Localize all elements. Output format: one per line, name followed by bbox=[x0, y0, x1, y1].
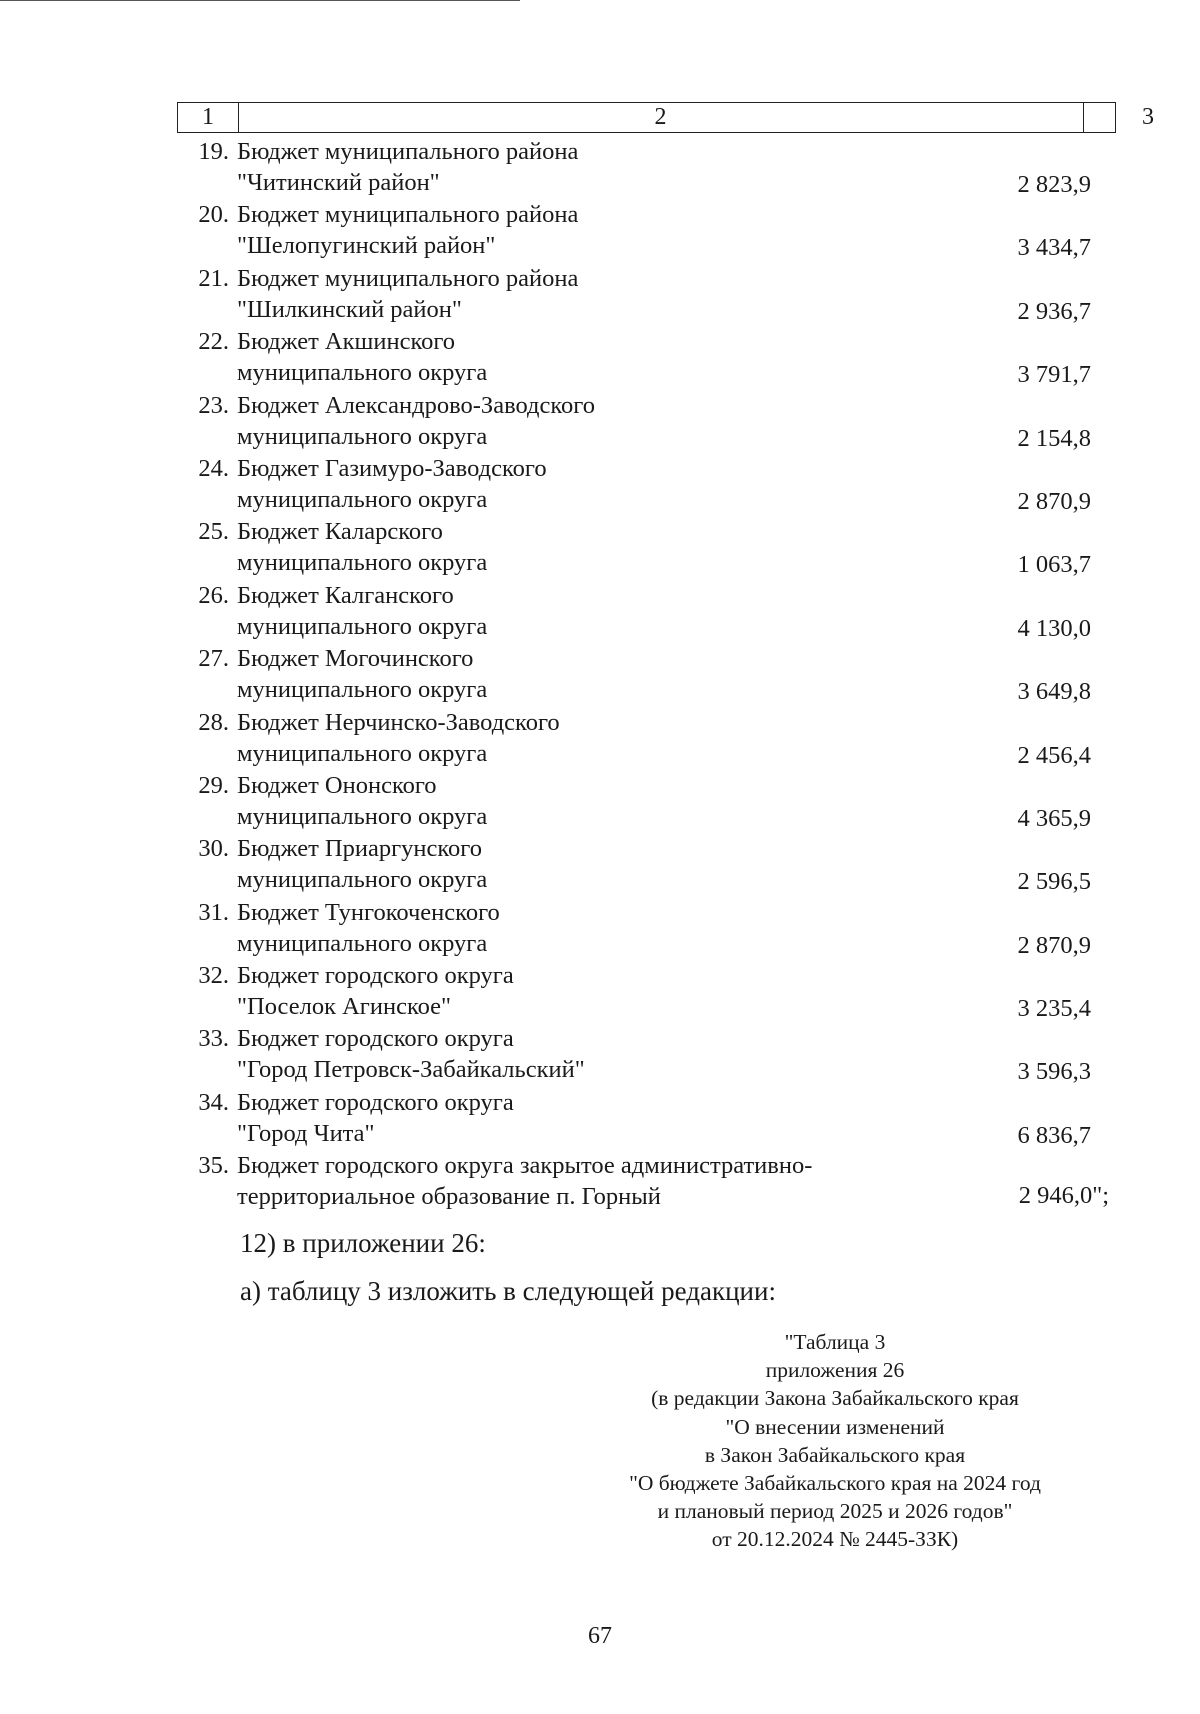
amount-value: 1 063,7 bbox=[1017, 551, 1091, 579]
caption-line: от 20.12.2024 № 2445-ЗЗК) bbox=[711, 1527, 959, 1552]
row-number: 27. bbox=[198, 645, 229, 673]
amount-value: 3 649,8 bbox=[1017, 678, 1091, 706]
table-row bbox=[177, 580, 1157, 643]
budget-name bbox=[237, 1023, 957, 1085]
budget-name-line: Бюджет Тунгокоченского bbox=[237, 898, 500, 926]
amount-value: 2 154,8 bbox=[1017, 424, 1091, 452]
budget-name-line: "Шилкинский район" bbox=[237, 295, 462, 323]
caption-line: и плановый период 2025 и 2026 годов" bbox=[657, 1499, 1013, 1524]
row-number: 19. bbox=[198, 138, 229, 165]
row-number: 32. bbox=[198, 962, 229, 990]
table-body bbox=[177, 136, 1157, 1214]
budget-name-line: Бюджет Газимуро-Заводского bbox=[237, 454, 547, 482]
amount-value: 2 823,9 bbox=[1017, 171, 1091, 198]
budget-name-line: муниципального округа bbox=[237, 485, 488, 513]
budget-name-line: муниципального округа bbox=[237, 739, 488, 767]
budget-name bbox=[237, 263, 957, 325]
budget-name-line: Бюджет муниципального района bbox=[237, 264, 579, 292]
row-number: 20. bbox=[198, 201, 229, 229]
amount-value: 2 870,9 bbox=[1017, 487, 1091, 515]
table-row bbox=[177, 390, 1157, 453]
table-row bbox=[177, 707, 1157, 770]
amount-value: 2 870,9 bbox=[1017, 931, 1091, 959]
amount-value: 4 365,9 bbox=[1017, 804, 1091, 832]
budget-name-line: муниципального округа bbox=[237, 929, 488, 957]
amendment-paragraph-12: 12) в приложении 26: bbox=[240, 1228, 486, 1258]
budget-name-line: муниципального округа bbox=[237, 866, 488, 894]
budget-name-line: муниципального округа bbox=[237, 549, 488, 577]
budget-name-line: Бюджет городского округа закрытое административно- bbox=[237, 1152, 813, 1180]
amount-value: 3 235,4 bbox=[1017, 995, 1091, 1023]
row-number: 35. bbox=[198, 1152, 229, 1180]
budget-name bbox=[237, 136, 957, 198]
budget-name-line: "Поселок Агинское" bbox=[237, 993, 452, 1021]
header-col-1: 1 bbox=[178, 103, 239, 132]
table-row bbox=[177, 897, 1157, 960]
table-row bbox=[177, 453, 1157, 516]
budget-name bbox=[237, 516, 957, 578]
row-number: 24. bbox=[198, 454, 229, 482]
row-number: 22. bbox=[198, 328, 229, 356]
budget-name-line: муниципального округа bbox=[237, 612, 488, 640]
budget-name bbox=[237, 199, 957, 261]
budget-name-line: Бюджет Александрово-Заводского bbox=[237, 391, 595, 419]
amount-value: 2 946,0"; bbox=[1018, 1182, 1109, 1210]
table-row bbox=[177, 1087, 1157, 1150]
budget-name-line: "Читинский район" bbox=[237, 169, 440, 196]
budget-name-line: "Шелопугинский район" bbox=[237, 232, 496, 260]
table-row bbox=[177, 326, 1157, 389]
table-header bbox=[177, 102, 1154, 133]
budget-name-line: Бюджет Калганского bbox=[237, 581, 454, 609]
budget-name-line: муниципального округа bbox=[237, 676, 488, 704]
table-caption bbox=[590, 1328, 1080, 1554]
caption-line: (в редакции Закона Забайкальского края bbox=[651, 1386, 1019, 1411]
table-row bbox=[177, 1023, 1157, 1086]
budget-name-line: "Город Петровск-Забайкальский" bbox=[237, 1056, 585, 1084]
table-row bbox=[177, 1150, 1157, 1213]
table-row bbox=[177, 136, 1157, 199]
row-number: 33. bbox=[198, 1025, 229, 1053]
caption-line: "О бюджете Забайкальского края на 2024 год bbox=[629, 1471, 1041, 1496]
budget-name-line: Бюджет Акшинского bbox=[237, 328, 456, 356]
budget-name-line: муниципального округа bbox=[237, 802, 488, 830]
row-number: 21. bbox=[198, 264, 229, 292]
amount-value: 3 596,3 bbox=[1017, 1058, 1091, 1086]
amount-value: 3 434,7 bbox=[1017, 234, 1091, 262]
budget-name-line: Бюджет муниципального района bbox=[237, 138, 579, 165]
header-col-3: 3 bbox=[1142, 104, 1154, 130]
budget-name-line: Бюджет городского округа bbox=[237, 1025, 514, 1053]
budget-name-line: Бюджет Каларского bbox=[237, 518, 443, 546]
table-row bbox=[177, 199, 1157, 262]
row-number: 31. bbox=[198, 898, 229, 926]
budget-name-line: Бюджет муниципального района bbox=[237, 201, 579, 229]
table-row bbox=[177, 833, 1157, 896]
table-row bbox=[177, 643, 1157, 706]
caption-line: приложения 26 bbox=[765, 1358, 905, 1383]
budget-name bbox=[237, 643, 957, 705]
row-number: 34. bbox=[198, 1088, 229, 1116]
caption-line: в Закон Забайкальского края bbox=[704, 1442, 966, 1467]
budget-name-line: Бюджет Ононского bbox=[237, 771, 437, 799]
amount-value: 6 836,7 bbox=[1017, 1121, 1091, 1149]
budget-name-line: Бюджет Могочинского bbox=[237, 645, 474, 673]
budget-name bbox=[237, 453, 957, 515]
row-number: 23. bbox=[198, 391, 229, 419]
budget-name-line: муниципального округа bbox=[237, 359, 488, 387]
amount-value: 4 130,0 bbox=[1017, 614, 1091, 642]
budget-name bbox=[237, 1087, 957, 1149]
caption-line: "О внесении изменений bbox=[725, 1414, 945, 1439]
row-number: 29. bbox=[198, 771, 229, 799]
budget-name bbox=[237, 707, 957, 769]
budget-name-line: Бюджет Приаргунского bbox=[237, 835, 482, 863]
table-row bbox=[177, 263, 1157, 326]
budget-name bbox=[237, 770, 957, 832]
budget-name-line: "Город Чита" bbox=[237, 1119, 375, 1147]
amendment-paragraph-a: а) таблицу 3 изложить в следующей редакции: bbox=[240, 1276, 776, 1306]
row-number: 28. bbox=[198, 708, 229, 736]
amount-value: 2 936,7 bbox=[1017, 297, 1091, 325]
row-number: 25. bbox=[198, 518, 229, 546]
table-row bbox=[177, 960, 1157, 1023]
caption-line: "Таблица 3 bbox=[784, 1330, 886, 1354]
amount-value: 3 791,7 bbox=[1017, 361, 1091, 389]
table-row bbox=[177, 516, 1157, 579]
page-number: 67 bbox=[588, 1623, 612, 1649]
budget-name-line: Бюджет Нерчинско-Заводского bbox=[237, 708, 560, 736]
scan-edge-line bbox=[0, 0, 520, 1]
budget-name bbox=[237, 1150, 957, 1212]
budget-name bbox=[237, 897, 957, 959]
budget-name bbox=[237, 960, 957, 1022]
budget-name bbox=[237, 580, 957, 642]
header-col-2: 2 bbox=[238, 103, 1084, 132]
row-number: 26. bbox=[198, 581, 229, 609]
budget-name-line: Бюджет городского округа bbox=[237, 1088, 514, 1116]
amount-value: 2 456,4 bbox=[1017, 741, 1091, 769]
table-row bbox=[177, 770, 1157, 833]
row-number: 30. bbox=[198, 835, 229, 863]
budget-name-line: Бюджет городского округа bbox=[237, 962, 514, 990]
budget-name-line: территориальное образование п. Горный bbox=[237, 1183, 661, 1211]
budget-name bbox=[237, 833, 957, 895]
budget-name bbox=[237, 326, 957, 388]
amount-value: 2 596,5 bbox=[1017, 868, 1091, 896]
budget-name bbox=[237, 390, 957, 452]
budget-name-line: муниципального округа bbox=[237, 422, 488, 450]
